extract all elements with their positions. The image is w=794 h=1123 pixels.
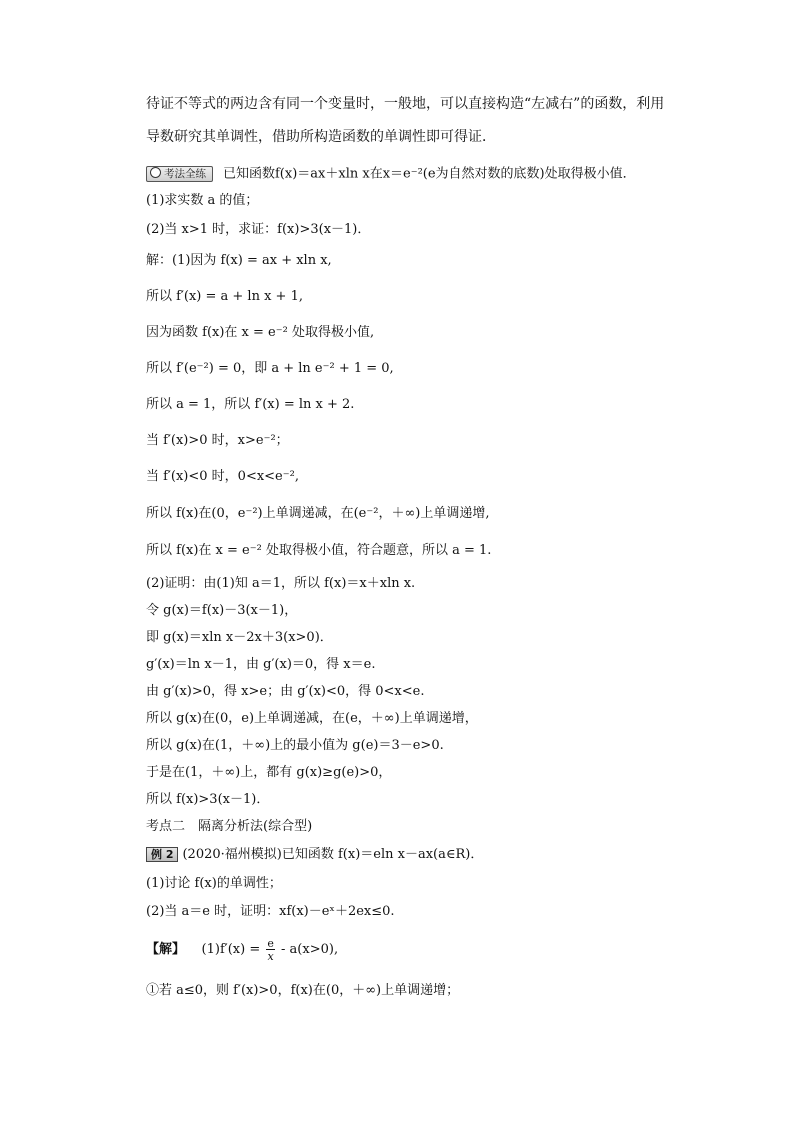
example-stem: (2020·福州模拟)已知函数 f(x)＝eln x－ax(a∈R)． bbox=[182, 847, 484, 862]
solution-1-line: 所以 a = 1，所以 f′(x) = ln x + 2. bbox=[146, 397, 355, 412]
solution-1-line: 所以 f(x)在 x = e⁻² 处取得极小值，符合题意，所以 a = 1. bbox=[146, 543, 492, 558]
fraction: $\frac{e}{x}$ bbox=[267, 936, 274, 963]
practice-question-1: (1)求实数 a 的值； bbox=[146, 193, 259, 208]
proof-2-line: 令 g(x)＝f(x)－3(x－1)， bbox=[146, 603, 298, 618]
check-circle-icon bbox=[150, 167, 161, 178]
derivative-suffix: - a(x>0), bbox=[281, 942, 339, 957]
solution-1-line: 当 f′(x)<0 时，0<x<e⁻², bbox=[146, 469, 299, 484]
example-question-2: (2)当 a＝e 时，证明：xf(x)－eˣ＋2ex≤0. bbox=[146, 904, 395, 919]
example-badge: 例 2 bbox=[146, 847, 178, 862]
proof-2-line: 即 g(x)＝xln x－2x＋3(x>0)． bbox=[146, 630, 333, 645]
section-title: 考点二 隔离分析法(综合型) bbox=[146, 819, 313, 834]
practice-badge: 考法全练 bbox=[146, 166, 213, 182]
intro-line-1: 待证不等式的两边含有同一个变量时，一般地，可以直接构造“左减右”的函数，利用 bbox=[146, 96, 665, 112]
example-stem-line bbox=[146, 847, 483, 863]
solution-1-line: 当 f′(x)>0 时，x>e⁻²； bbox=[146, 433, 289, 448]
proof-2-line: 所以 f(x)>3(x－1)． bbox=[146, 792, 270, 807]
solution-1-line: 因为函数 f(x)在 x = e⁻² 处取得极小值, bbox=[146, 325, 375, 340]
solution-1-line: 所以 f′(e⁻²) = 0，即 a + ln e⁻² + 1 = 0, bbox=[146, 361, 394, 376]
derivative-prefix: (1)f′(x) = bbox=[201, 942, 261, 957]
solution-heading: 【解】 bbox=[146, 942, 186, 957]
intro-line-2: 导数研究其单调性，借助所构造函数的单调性即可得证． bbox=[146, 129, 496, 145]
proof-2-line: 所以 g(x)在(0，e)上单调递减，在(e，＋∞)上单调递增， bbox=[146, 711, 478, 726]
proof-2-line: 所以 g(x)在(1，＋∞)上的最小值为 g(e)＝3－e>0. bbox=[146, 738, 444, 753]
solution-1-line: 所以 f(x)在(0，e⁻²)上单调递减，在(e⁻²，＋∞)上单调递增, bbox=[146, 506, 490, 521]
practice-question-2: (2)当 x>1 时，求证：f(x)>3(x－1)． bbox=[146, 222, 371, 237]
practice-stem-line bbox=[146, 166, 636, 183]
solution-case-1: ①若 a≤0，则 f′(x)>0，f(x)在(0，＋∞)上单调递增； bbox=[146, 983, 460, 998]
proof-2-line: 由 g′(x)>0，得 x>e；由 g′(x)<0，得 0<x<e. bbox=[146, 684, 425, 699]
practice-stem: 已知函数f(x)＝ax＋xln x在x＝e⁻²(e为自然对数的底数)处取得极小值． bbox=[223, 166, 636, 182]
solution-1-line: 所以 f′(x) = a + ln x + 1, bbox=[146, 289, 303, 304]
solution-derivative-line bbox=[146, 937, 338, 963]
proof-2-line: (2)证明：由(1)知 a＝1，所以 f(x)＝x＋xln x. bbox=[146, 576, 416, 591]
example-question-1: (1)讨论 f(x)的单调性； bbox=[146, 876, 282, 891]
proof-2-line: g′(x)＝ln x－1，由 g′(x)＝0，得 x＝e. bbox=[146, 657, 376, 672]
proof-2-line: 于是在(1，＋∞)上，都有 g(x)≥g(e)>0， bbox=[146, 765, 392, 780]
solution-1-line: 解：(1)因为 f(x) = ax + xln x, bbox=[146, 253, 332, 268]
